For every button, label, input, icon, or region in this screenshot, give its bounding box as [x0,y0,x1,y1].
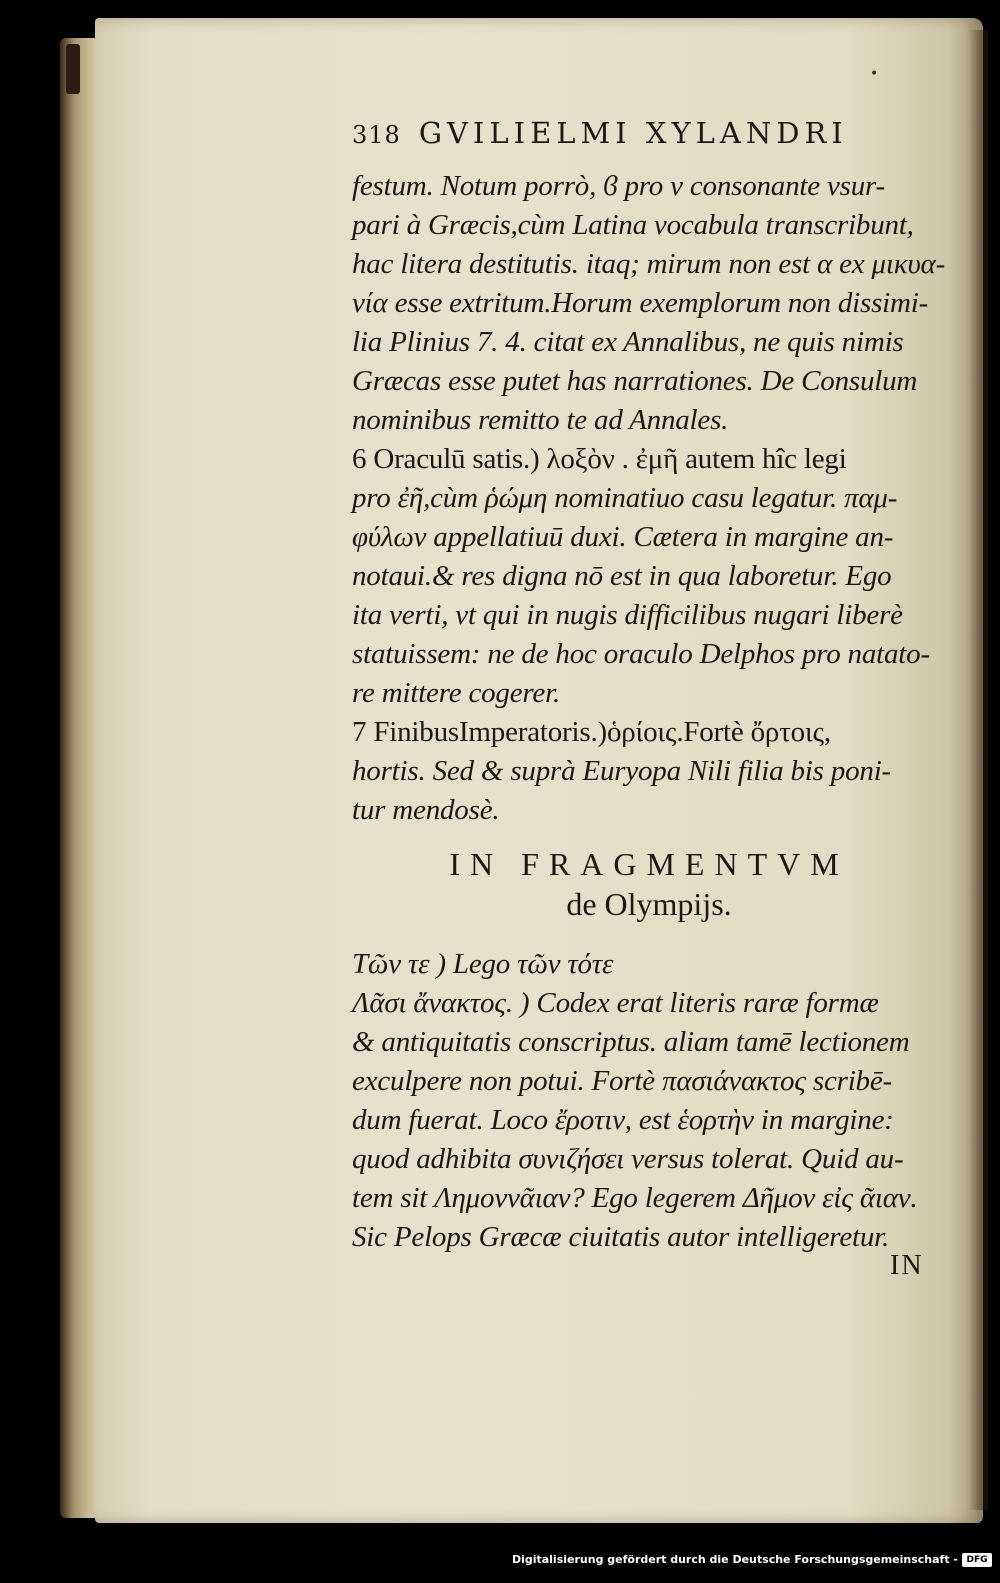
text-line: dum fuerat. Loco ἔροτιν, est ἑορτὴν in margine: [352,1104,894,1136]
text-line: statuissem: ne de hoc oraculo Delphos pro natato- [352,638,930,670]
text-line: νία esse extritum.Horum exemplorum non dissimi- [352,287,929,319]
text-line: tem sit Λημοννᾶιαν? Ego legerem Δῆμον εἰς ᾶιαν. [352,1182,918,1214]
page-gutter-shadow [968,30,988,1510]
page-number: 318 [352,121,401,149]
section-subtitle: de Olympijs. [566,886,732,922]
text-line: nominibus remitto te ad Annales. [352,404,729,436]
text-line: re mittere cogerer. [352,677,560,709]
running-head [352,116,946,156]
text-line: 7 FinibusImperatoris.)ὁρίοις.Fortè ὄρτοις, [352,716,831,748]
text-line: pro ἐῆ,cùm ῥώμη nominatiuo casu legatur. παμ- [352,482,898,514]
text-line: 6 Oraculū satis.) λοξὸν . ἐμῆ autem hîc legi [352,443,847,475]
text-line: Τῶν τε ) Lego τῶν τότε [352,948,614,980]
text-line: exculpere non potui. Fortè πασιάνακτος scribē- [352,1065,892,1097]
page-tab-marker [66,44,80,94]
text-line: hac litera destitutis. itaq; mirum non est α ex μικυα- [352,248,946,280]
page-ornament: • [870,66,879,82]
text-line: notaui.& res digna nō est in qua laboretur. Ego [352,560,892,592]
section-title: IN FRAGMENTVM [449,846,849,882]
funding-credit: Digitalisierung gefördert durch die Deutsche Forschungsgemeinschaft - [511,1553,958,1566]
text-line: & antiquitatis conscriptus. aliam tamē lectionem [352,1026,910,1058]
text-line: lia Plinius 7. 4. citat ex Annalibus, ne quis nimis [352,326,904,358]
running-head-title: GVILIELMI XYLANDRI [418,116,848,150]
text-line: festum. Notum porrò, ϐ pro v consonante vsur- [352,170,886,202]
text-line: Græcas esse putet has narrationes. De Consulum [352,365,918,397]
text-line: pari à Græcis,cùm Latina vocabula transcribunt, [352,209,914,241]
text-line: ita verti, vt qui in nugis difficilibus nugari liberè [352,599,903,631]
text-line: hortis. Sed & suprà Euryopa Nili filia bis poni- [352,755,892,787]
text-line: Λᾶσι ἄνακτος. ) Codex erat literis raræ formæ [352,987,879,1019]
book-fore-edge [60,38,100,1518]
text-line: Sic Pelops Græcæ ciuitatis autor intelligeretur. [352,1221,890,1253]
dfg-logo: DFG [962,1553,992,1567]
text-line: quod adhibita συνιζήσει versus tolerat. Quid au- [352,1143,904,1175]
text-line: φύλων appellatiuū duxi. Cætera in margine an- [352,521,894,553]
catchword: IN [890,1250,924,1281]
text-line: tur mendosè. [352,794,500,826]
